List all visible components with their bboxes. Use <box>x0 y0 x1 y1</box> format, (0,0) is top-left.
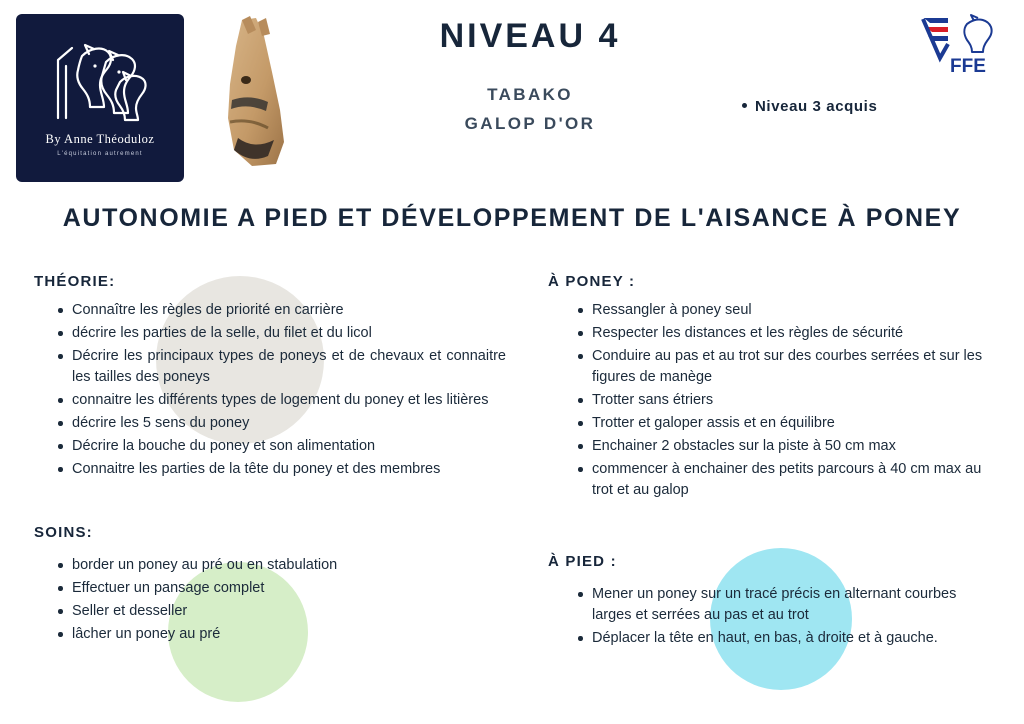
subtitle-block <box>340 81 720 139</box>
section-theorie <box>34 273 514 480</box>
section-heading-a-poney: À PONEY : <box>548 273 636 290</box>
list-item: Conduire au pas et au trot sur des courbes serrées et sur les figures de manège <box>592 346 994 388</box>
document-header <box>0 0 1024 182</box>
subtitle-line-1: TABAKO <box>487 85 573 105</box>
section-soins <box>34 524 514 645</box>
brand-name: By Anne Théoduloz <box>45 131 155 146</box>
list-item: Trotter et galoper assis et en équilibre <box>592 413 994 434</box>
section-heading-soins: SOINS: <box>34 524 93 542</box>
section-heading-a-pied: À PIED : <box>548 553 617 571</box>
column-spacer <box>540 503 994 553</box>
subtitle-line-2: GALOP D'OR <box>464 114 596 134</box>
section-a-poney <box>540 273 994 501</box>
list-item: Connaître les règles de priorité en carrière <box>72 300 514 321</box>
pony-head-photo <box>206 14 316 174</box>
list-item: Seller et desseller <box>72 601 514 622</box>
a-poney-list <box>540 300 994 501</box>
brand-tagline: L'équitation autrement <box>57 150 143 157</box>
list-item: Effectuer un pansage complet <box>72 578 514 599</box>
three-horse-heads-icon <box>48 40 152 126</box>
right-column <box>514 273 994 651</box>
list-item: Décrire la bouche du poney et son alimentation <box>72 436 514 457</box>
soins-list <box>34 555 514 645</box>
list-item: Décrire les principaux types de poneys et de chevaux et connaitre les tailles des poneys <box>72 346 514 388</box>
prerequisite-text: Niveau 3 acquis <box>755 98 878 115</box>
title-block <box>340 18 720 139</box>
list-item: lâcher un poney au pré <box>72 624 514 645</box>
section-heading-theorie: THÉORIE: <box>34 273 116 290</box>
list-item: Mener un poney sur un tracé précis en alternant courbes larges et serrées au pas et au trot <box>592 584 994 626</box>
list-item: border un poney au pré ou en stabulation <box>72 555 514 576</box>
list-item: décrire les 5 sens du poney <box>72 413 514 434</box>
list-item: décrire les parties de la selle, du filet et du licol <box>72 323 514 344</box>
prerequisite-note <box>742 98 877 115</box>
ffe-text: FFE <box>950 56 986 76</box>
list-item: Déplacer la tête en haut, en bas, à droite et à gauche. <box>592 628 994 649</box>
section-a-pied <box>540 553 994 649</box>
list-item: Ressangler à poney seul <box>592 300 994 321</box>
left-column <box>34 273 514 651</box>
list-item: connaitre les différents types de logement du poney et les litières <box>72 390 514 411</box>
list-item: commencer à enchainer des petits parcours à 40 cm max au trot et au galop <box>592 459 994 501</box>
list-item: Trotter sans étriers <box>592 390 994 411</box>
list-item: Enchainer 2 obstacles sur la piste à 50 cm max <box>592 436 994 457</box>
list-item: Respecter les distances et les règles de sécurité <box>592 323 994 344</box>
ffe-horse-logo <box>918 14 1004 76</box>
banner-title: AUTONOMIE A PIED ET DÉVELOPPEMENT DE L'AISANCE À PONEY <box>62 204 962 232</box>
bullet-dot-icon <box>742 103 747 108</box>
page-title: NIVEAU 4 <box>439 17 621 55</box>
theorie-list <box>34 300 514 480</box>
content-columns <box>0 273 1024 651</box>
brand-logo-card <box>16 14 184 182</box>
list-item: Connaitre les parties de la tête du poney et des membres <box>72 459 514 480</box>
a-pied-list <box>540 584 994 649</box>
